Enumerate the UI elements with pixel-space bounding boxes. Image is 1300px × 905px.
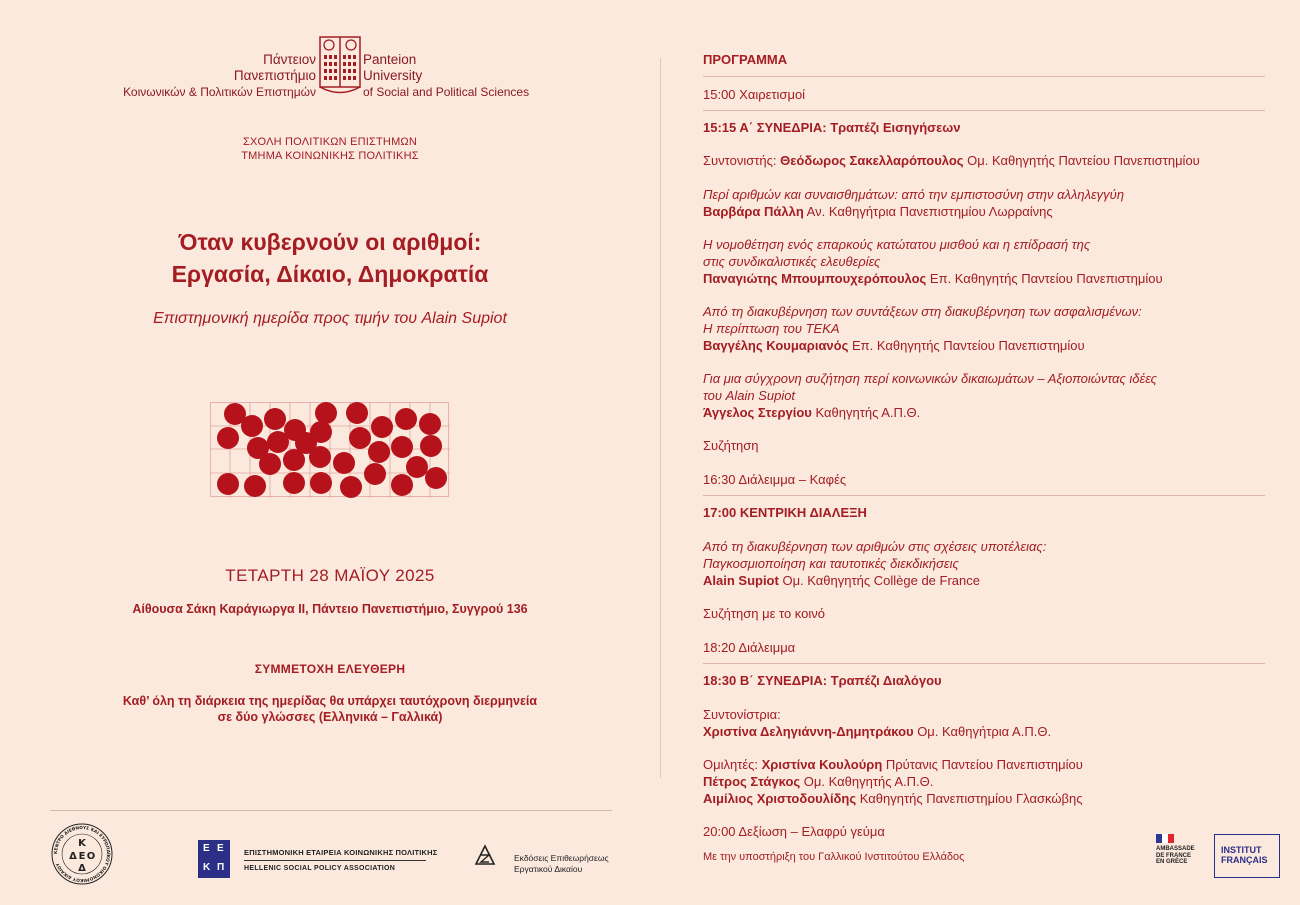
publisher-name: Εκδόσεις Επιθεωρήσεως Εργατικού Δικαίου bbox=[514, 853, 609, 874]
svg-text:ΚΕΝΤΡΟ ΔΙΕΘΝΟΥΣ ΚΑΙ ΕΥΡΩΠΑΪΚΟΥ: ΚΕΝΤΡΟ ΔΙΕΘΝΟΥΣ ΚΑΙ ΕΥΡΩΠΑΪΚΟΥ ΟΙΚΟΝΟΜΙΚΟΥ ΔΙΚΑΙΟΥ bbox=[53, 825, 111, 883]
svg-text:Δ: Δ bbox=[69, 851, 77, 862]
talk-4-title: Για μια σύγχρονη συζήτηση περί κοινωνικών δικαιωμάτων – Αξιοποιώντας ιδέες bbox=[703, 371, 1157, 386]
program-divider bbox=[703, 76, 1265, 77]
session-b-coordinator: Χριστίνα Δεληγιάννη-Δημητράκου Ομ. Καθηγήτρια Α.Π.Θ. bbox=[703, 724, 1052, 739]
keynote-heading: 17:00 ΚΕΝΤΡΙΚΗ ΔΙΑΛΕΞΗ bbox=[703, 505, 867, 520]
talk-3-title: Από τη διακυβέρνηση των συντάξεων στη διακυβέρνηση των ασφαλισμένων: bbox=[703, 304, 1142, 319]
talk-4-speaker: Άγγελος Στεργίου Καθηγητής Α.Π.Θ. bbox=[703, 405, 921, 420]
program-divider bbox=[703, 663, 1265, 664]
university-name-english: Panteion University of Social and Political Sciences bbox=[363, 52, 530, 99]
svg-text:Ε: Ε bbox=[78, 851, 86, 862]
program-heading: ΠΡΟΓΡΑΜΜΑ bbox=[703, 52, 788, 67]
free-entry-notice: ΣΥΜΜΕΤΟΧΗ ΕΛΕΥΘΕΡΗ bbox=[254, 662, 406, 676]
speaker-1: Ομιλητές: Χριστίνα Κουλούρη Πρύτανις Παντείου Πανεπιστημίου bbox=[703, 757, 1083, 772]
speaker-3: Αιμίλιος Χριστοδουλίδης Καθηγητής Πανεπιστημίου Γλασκώβης bbox=[703, 791, 1083, 806]
eekp-logo: Ε Ε Κ Π bbox=[198, 840, 230, 878]
event-venue: Αίθουσα Σάκη Καράγιωργα ΙΙ, Πάντειο Πανεπιστήμιο, Συγγρού 136 bbox=[132, 602, 528, 616]
talk-2-speaker: Παναγιώτης Μπουμπουχερόπουλος Επ. Καθηγητής Παντείου Πανεπιστημίου bbox=[703, 271, 1163, 286]
eekp-name-english: HELLENIC SOCIAL POLICY ASSOCIATION bbox=[244, 865, 396, 872]
university-name-greek: Πάντειον Πανεπιστήμιο Κοινωνικών & Πολιτικών Επιστημών bbox=[123, 52, 316, 99]
event-subtitle: Επιστημονική ημερίδα προς τιμήν του Alain Supiot bbox=[153, 310, 507, 327]
kedo-seal-icon bbox=[50, 822, 114, 886]
keynote-speaker: Alain Supiot Ομ. Καθηγητής Collège de France bbox=[703, 573, 980, 588]
svg-text:Δ: Δ bbox=[78, 863, 86, 874]
session-a-coordinator: Συντονιστής: Θεόδωρος Σακελλαρόπουλος Ομ. Καθηγητής Παντείου Πανεπιστημίου bbox=[703, 153, 1200, 168]
support-note: Με την υποστήριξη του Γαλλικού Ινστιτούτου Ελλάδος bbox=[703, 851, 965, 863]
kedo-logo bbox=[50, 822, 114, 886]
discussion: Συζήτηση bbox=[703, 438, 759, 453]
keynote-title-cont: Παγκοσμιοποίηση και ταυτοτικές διεκδικήσεις bbox=[703, 556, 959, 571]
event-date: ΤΕΤΑΡΤΗ 28 ΜΑΪΟΥ 2025 bbox=[225, 566, 435, 585]
program-welcome: 15:00 Χαιρετισμοί bbox=[703, 87, 806, 102]
session-a-heading: 15:15 Α΄ ΣΥΝΕΔΡΙΑ: Τραπέζι Εισηγήσεων bbox=[703, 120, 961, 135]
talk-1-title: Περί αριθμών και συναισθημάτων: από την εμπιστοσύνη στην αλληλεγγύη bbox=[703, 187, 1125, 202]
talk-3-speaker: Βαγγέλης Κουμαριανός Επ. Καθηγητής Παντείου Πανεπιστημίου bbox=[703, 338, 1085, 353]
column-divider bbox=[660, 58, 661, 778]
program-divider bbox=[703, 110, 1265, 111]
svg-text:Ο: Ο bbox=[86, 851, 96, 862]
session-b-heading: 18:30 Β΄ ΣΥΝΕΔΡΙΑ: Τραπέζι Διαλόγου bbox=[703, 673, 942, 688]
talk-3-title-cont: Η περίπτωση του ΤΕΚΑ bbox=[703, 321, 840, 336]
speaker-2: Πέτρος Στάγκος Ομ. Καθηγητής Α.Π.Θ. bbox=[703, 774, 934, 789]
footer-divider bbox=[50, 810, 612, 811]
school-department: ΣΧΟΛΗ ΠΟΛΙΤΙΚΩΝ ΕΠΙΣΤΗΜΩΝ ΤΜΗΜΑ ΚΟΙΝΩΝΙΚΗΣ ΠΟΛΙΤΙΚΗΣ bbox=[241, 136, 419, 162]
institut-francais-logo: INSTITUT FRANÇAIS bbox=[1214, 834, 1280, 878]
dots-grid-graphic bbox=[210, 402, 450, 498]
keynote-title: Από τη διακυβέρνηση των αριθμών στις σχέσεις υποτέλειας: bbox=[703, 539, 1047, 554]
svg-text:Κ: Κ bbox=[78, 838, 86, 849]
publisher-logo-icon bbox=[474, 844, 496, 866]
university-crest-icon bbox=[319, 36, 361, 96]
talk-2-title-cont: στις συνδικαλιστικές ελευθερίες bbox=[703, 254, 881, 269]
talk-1-speaker: Βαρβάρα Πάλλη Αν. Καθηγήτρια Πανεπιστημίου Λωρραίνης bbox=[703, 204, 1053, 219]
public-discussion: Συζήτηση με το κοινό bbox=[703, 606, 825, 621]
coffee-break: 16:30 Διάλειμμα – Καφές bbox=[703, 472, 847, 487]
event-title: Όταν κυβερνούν οι αριθμοί: Εργασία, Δίκαιο, Δημοκρατία bbox=[171, 229, 489, 287]
ambassade-logo: AMBASSADE DE FRANCE EN GRÈCE bbox=[1156, 834, 1216, 882]
program-divider bbox=[703, 495, 1265, 496]
interpretation-notice: Καθ’ όλη τη διάρκεια της ημερίδας θα υπάρχει ταυτόχρονη διερμηνεία σε δύο γλώσσες (Ελληνικά – Γαλλικά) bbox=[122, 694, 538, 724]
talk-2-title: Η νομοθέτηση ενός επαρκούς κατώτατου μισθού και η επίδρασή της bbox=[703, 237, 1091, 252]
reception: 20:00 Δεξίωση – Ελαφρύ γεύμα bbox=[703, 824, 885, 839]
break-2: 18:20 Διάλειμμα bbox=[703, 640, 796, 655]
eekp-underline bbox=[244, 860, 426, 861]
session-b-coordinator-label: Συντονίστρια: bbox=[703, 707, 781, 722]
french-flag-icon bbox=[1156, 834, 1174, 843]
eekp-name-greek: ΕΠΙΣΤΗΜΟΝΙΚΗ ΕΤΑΙΡΕΙΑ ΚΟΙΝΩΝΙΚΗΣ ΠΟΛΙΤΙΚΗΣ bbox=[244, 848, 438, 857]
talk-4-title-cont: του Alain Supiot bbox=[703, 388, 796, 403]
